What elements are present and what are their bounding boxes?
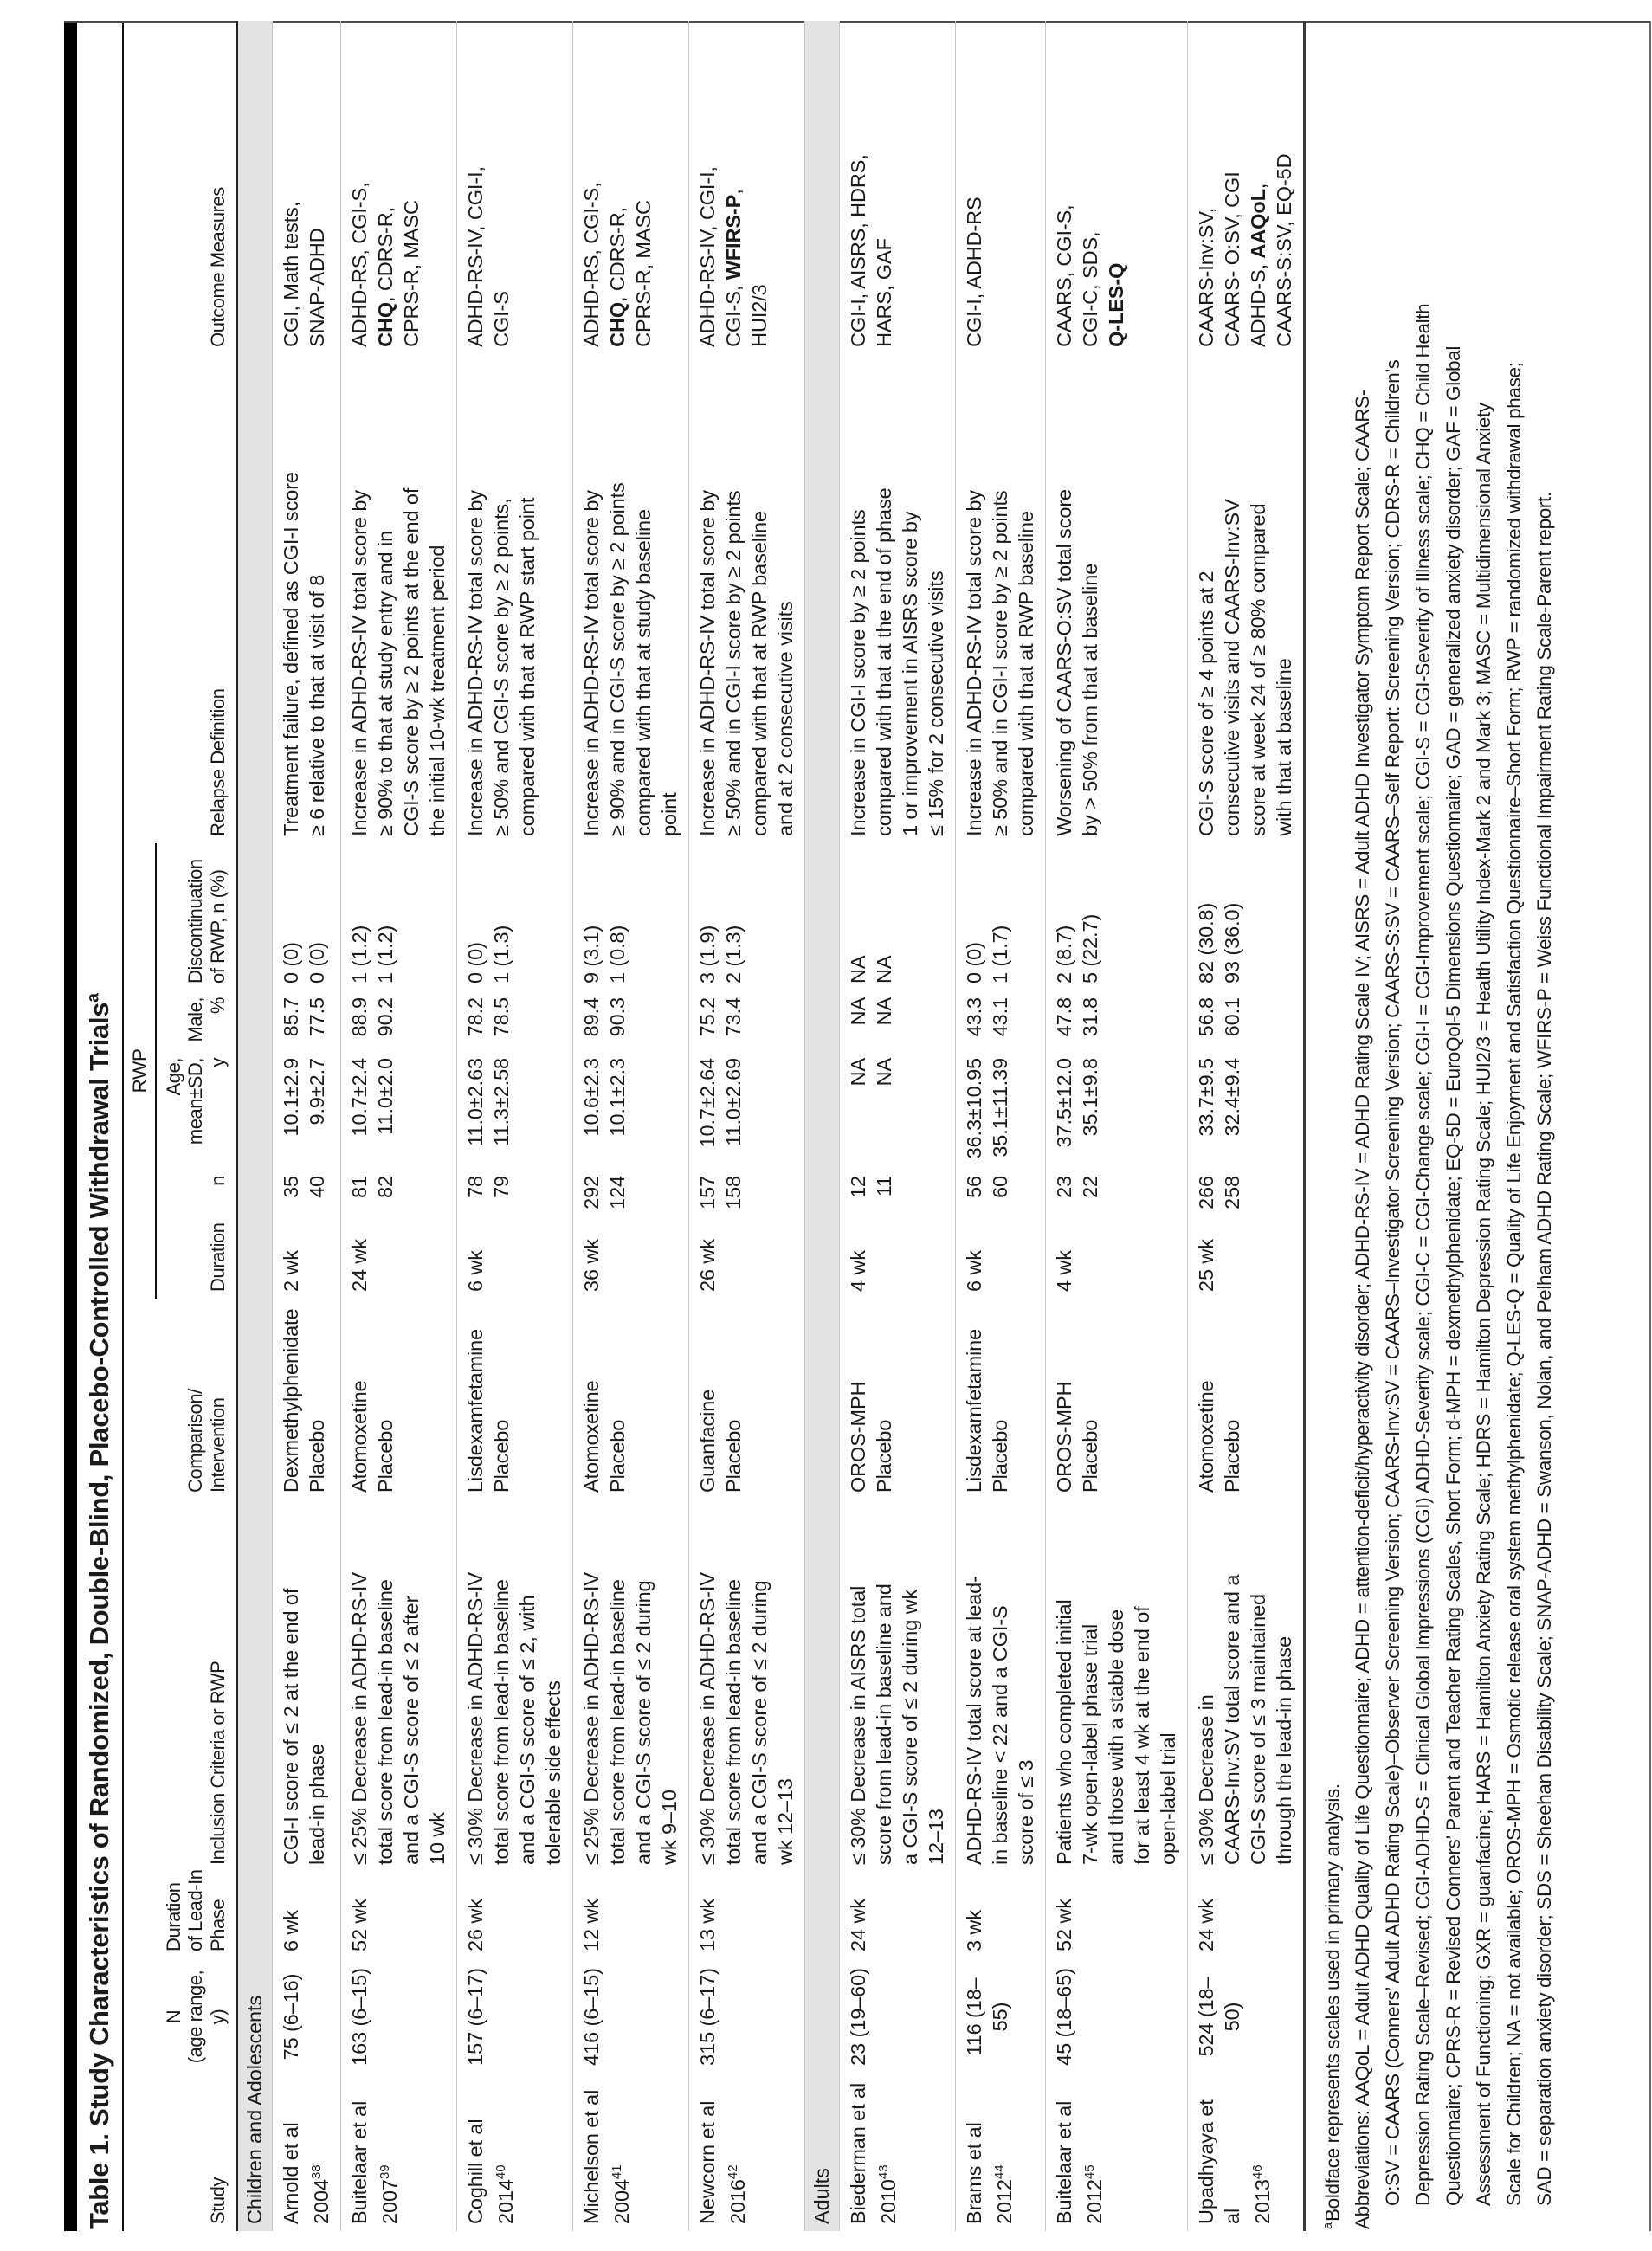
cell-relapse: Treatment failure, defined as CGI-I score ≥ 6 relative to that at visit of 8 [272, 354, 340, 843]
cell-outcome: CGI, Math tests, SNAP-ADHD [272, 21, 340, 354]
section-row-adults [804, 21, 839, 2231]
cell-disc: 0 (0) 1 (1.7) [955, 843, 1045, 990]
cell-n_age: 116 (18–55) [955, 1958, 1045, 2075]
cell-duration: 24 wk [340, 1219, 456, 1299]
cell-age: 10.1±2.9 9.9±2.7 [272, 1051, 340, 1169]
reference-superscript: 41 [609, 2164, 624, 2180]
cell-relapse: Increase in ADHD-RS-IV total score by ≥ 50% and in CGI-I score by ≥ 2 points compared with that at RWP baseline [955, 354, 1045, 843]
cell-outcome: CGI-I, ADHD-RS [955, 21, 1045, 354]
cell-relapse: Increase in ADHD-RS-IV total score by ≥ 50% and CGI-S score by ≥ 2 points, compared with that at RWP start point [456, 354, 572, 843]
cell-male: 78.2 78.5 [456, 990, 572, 1051]
footnote-abbreviation-line: Questionnaire; CPRS-R = Revised Conners’ Parent and Teacher Rating Scales, Short Form; d-MPH = dexmethylphenidate; EQ-5D = EuroQol-5 Dimensions Questionnaire; GAD = generalized anxiety disorder; GAF = Global [1442, 346, 1465, 2206]
rwp-spanner-row [124, 21, 156, 2231]
cell-inclusion: ADHD-RS-IV total score at lead- in baseline < 22 and a CGI-S score of ≤ 3 [955, 1500, 1045, 1872]
cell-inclusion: ≤ 30% Decrease in ADHD-RS-IV total score from lead-in baseline and a CGI-S score of ≤ 2, with tolerable side effects [456, 1500, 572, 1872]
cell-duration: 2 wk [272, 1219, 340, 1299]
cell-lead_in: 6 wk [272, 1872, 340, 1958]
reference-superscript: 44 [991, 2164, 1007, 2180]
column-header-row [156, 21, 237, 2231]
cell-lead_in: 3 wk [955, 1872, 1045, 1958]
cell-male: 47.8 31.8 [1045, 990, 1187, 1051]
cell-male: 89.4 90.3 [572, 990, 688, 1051]
cell-n_age: 524 (18–50) [1187, 1958, 1304, 2075]
cell-study: Buitelaar et al 2007$^{39}$ [340, 2075, 456, 2231]
cell-disc: 82 (30.8) 93 (36.0) [1187, 843, 1304, 990]
cell-relapse: Increase in ADHD-RS-IV total score by ≥ 50% and in CGI-I score by ≥ 2 points compared with that at RWP baseline and at 2 consecutive visits [688, 354, 804, 843]
cell-duration: 4 wk [839, 1219, 955, 1299]
cell-lead_in: 24 wk [1187, 1872, 1304, 1958]
column-header-n_age: N (age range, y) [156, 1958, 237, 2075]
footnote-abbreviation-line: Abbreviations: AAQoL = Adult ADHD Quality of Life Questionnaire; ADHD = attention-deficit/hyperactivity disorder; ADHD-RS-IV = ADHD Rating Scale IV; AISRS = Adult ADHD Investigator Symptom Report Scale; CAARS- [1352, 390, 1374, 2229]
rotated-table-sheet [64, 21, 1651, 2231]
cell-disc: 2 (8.7) 5 (22.7) [1045, 843, 1187, 990]
column-header-male: Male, % [156, 990, 237, 1051]
table-title [77, 23, 124, 2231]
cell-outcome: ADHD-RS-IV, CGI-I, CGI-S [456, 21, 572, 354]
cell-age: NA NA [839, 1051, 955, 1169]
table-title-superscript: a [84, 993, 103, 1003]
cell-inclusion: ≤ 30% Decrease in ADHD-RS-IV total score from lead-in baseline and a CGI-S score of ≤ 2 during wk 12–13 [688, 1500, 804, 1872]
cell-duration: 4 wk [1045, 1219, 1187, 1299]
column-header-comparison: Comparison/ Intervention [156, 1299, 237, 1500]
reference-superscript: 42 [725, 2164, 740, 2180]
cell-n_age: 416 (6–15) [572, 1958, 688, 2075]
cell-comparison: Guanfacine Placebo [688, 1299, 804, 1500]
cell-duration: 6 wk [955, 1219, 1045, 1299]
study-row-brams-et-al-2012 [955, 21, 1045, 2231]
cell-relapse: Increase in CGI-I score by ≥ 2 points compared with that at the end of phase 1 or improvement in AISRS score by ≤ 15% for 2 consecutive visits [839, 354, 955, 843]
cell-inclusion: Patients who completed initial 7-wk open-label phase trial and those with a stable dose for at least 4 wk at the end of open-label trial [1045, 1500, 1187, 1872]
reference-superscript: 45 [1081, 2164, 1097, 2180]
footnote-abbreviation-line: SAD = separation anxiety disorder; SDS = Sheehan Disability Scale; SNAP-ADHD = Swanson, Nolan, and Pelham ADHD Rating Scale; WFIRS-P = Weiss Functional Impairment Rating Scale-Parent report. [1533, 492, 1556, 2206]
rwp-spanner-spacer [124, 21, 156, 843]
column-header-relapse: Relapse Definition [156, 354, 237, 843]
cell-n_age: 75 (6–16) [272, 1958, 340, 2075]
study-row-buitelaar-et-al-2012 [1045, 21, 1187, 2231]
cell-disc: 1 (1.2) 1 (1.2) [340, 843, 456, 990]
cell-lead_in: 52 wk [340, 1872, 456, 1958]
cell-outcome: CAARS-Inv:SV, CAARS- O:SV, CGI ADHD-S, AAQoL, CAARS-S:SV, EQ-5D [1187, 21, 1304, 354]
study-row-buitelaar-et-al-2007 [340, 21, 456, 2231]
cell-n_age: 163 (6–15) [340, 1958, 456, 2075]
cell-male: 88.9 90.2 [340, 990, 456, 1051]
cell-study: Buitelaar et al 2012$^{45}$ [1045, 2075, 1187, 2231]
footnote-abbreviation-line: Scale for Children; NA = not available; OROS-MPH = Osmotic release oral system methylphenidate; Q-LES-Q = Quality of Life Enjoyment and Satisfaction Questionnaire–Short Form; RWP = randomized withdrawal phase; [1503, 362, 1526, 2206]
table-title-text: Table 1. Study Characteristics of Randomized, Double-Blind, Placebo-Controlled Withdrawal Trials [84, 1002, 114, 2229]
cell-age: 33.7±9.5 32.4±9.4 [1187, 1051, 1304, 1169]
cell-n_age: 157 (6–17) [456, 1958, 572, 2075]
primary-analysis-scale: Q-LES-Q [1104, 262, 1127, 347]
footnote-primary-text: Boldface represents scales used in primary analysis. [1321, 1783, 1344, 2222]
cell-duration: 26 wk [688, 1219, 804, 1299]
cell-study: Biederman et al 2010$^{43}$ [839, 2075, 955, 2231]
section-row-children-and-adolescents [237, 21, 273, 2231]
cell-male: 85.7 77.5 [272, 990, 340, 1051]
cell-inclusion: ≤ 30% Decrease in CAARS-Inv:SV total score and a CGI-S score of ≤ 3 maintained through the lead-in phase [1187, 1500, 1304, 1872]
cell-comparison: Dexmethylphenidate Placebo [272, 1299, 340, 1500]
cell-age: 10.7±2.4 11.0±2.0 [340, 1051, 456, 1169]
footnote-abbreviation-line: O:SV = CAARS (Conners’ Adult ADHD Rating Scale)–Observer Screening Version; CAARS-Inv:SV = CAARS–Investigator Screening Version; CAARS-S:SV = CAARS–Self Report: Screening Version; CDRS-R = Children’s [1382, 359, 1404, 2206]
cell-male: 56.8 60.1 [1187, 990, 1304, 1051]
cell-age: 37.5±12.0 35.1±9.8 [1045, 1051, 1187, 1169]
cell-n: 23 22 [1045, 1169, 1187, 1219]
section-label: Adults [804, 21, 839, 2231]
cell-n_age: 45 (18–65) [1045, 1958, 1187, 2075]
cell-age: 10.6±2.3 10.1±2.3 [572, 1051, 688, 1169]
cell-n: 292 124 [572, 1169, 688, 1219]
column-header-age: Age, mean±SD, y [156, 1051, 237, 1169]
footnote-abbreviations [1347, 23, 1559, 2229]
cell-study: Upadhyaya et al 2013$^{46}$ [1187, 2075, 1304, 2231]
reference-superscript: 38 [308, 2164, 324, 2180]
primary-analysis-scale: CHQ [373, 302, 397, 347]
footnote-abbreviation-line: Assessment of Functioning; GXR = guanfacine; HARS = Hamilton Anxiety Rating Scale; HDRS = Hamilton Depression Rating Scale; HUI2/3 = Health Utility Index-Mark 2 and Mark 3; MASC = Multidimensional Anxiety [1473, 403, 1495, 2206]
cell-comparison: Lisdexamfetamine Placebo [955, 1299, 1045, 1500]
cell-male: 75.2 73.4 [688, 990, 804, 1051]
reference-superscript: 40 [493, 2164, 508, 2180]
study-row-coghill-et-al-2014 [456, 21, 572, 2231]
study-row-upadhyaya-et-al-2013 [1187, 21, 1304, 2231]
cell-disc: 0 (0) 1 (1.3) [456, 843, 572, 990]
study-row-michelson-et-al-2004 [572, 21, 688, 2231]
cell-n: 266 258 [1187, 1169, 1304, 1219]
cell-study: Brams et al 2012$^{44}$ [955, 2075, 1045, 2231]
reference-superscript: 39 [377, 2164, 392, 2180]
cell-outcome: ADHD-RS, CGI-S, CHQ, CDRS-R, CPRS-R, MASC [572, 21, 688, 354]
cell-duration: 6 wk [456, 1219, 572, 1299]
reference-superscript: 46 [1249, 2164, 1265, 2180]
cell-n: 35 40 [272, 1169, 340, 1219]
cell-inclusion: ≤ 30% Decrease in AISRS total score from lead-in baseline and a CGI-S score of ≤ 2 during wk 12–13 [839, 1500, 955, 1872]
cell-inclusion: CGI-I score of ≤ 2 at the end of lead-in phase [272, 1500, 340, 1872]
column-header-inclusion: Inclusion Criteria or RWP [156, 1500, 237, 1872]
cell-relapse: CGI-S score of ≥ 4 points at 2 consecutive visits and CAARS-Inv:SV score at week 24 of ≥ 80% compared with that at baseline [1187, 354, 1304, 843]
primary-analysis-scale: AAQoL [1246, 189, 1269, 259]
cell-n: 12 11 [839, 1169, 955, 1219]
cell-disc: NA NA [839, 843, 955, 990]
column-header-outcome: Outcome Measures [156, 21, 237, 354]
primary-analysis-scale: WFIRS-P [721, 194, 745, 281]
cell-age: 36.3±10.95 35.1±11.39 [955, 1051, 1045, 1169]
study-characteristics-table [124, 21, 1306, 2231]
column-header-study: Study [156, 2075, 237, 2231]
column-header-disc: Discontinuation of RWP, n (%) [156, 843, 237, 990]
cell-lead_in: 52 wk [1045, 1872, 1187, 1958]
cell-n: 78 79 [456, 1169, 572, 1219]
cell-n_age: 315 (6–17) [688, 1958, 804, 2075]
cell-n_age: 23 (19–60) [839, 1958, 955, 2075]
cell-study: Coghill et al 2014$^{40}$ [456, 2075, 572, 2231]
cell-lead_in: 12 wk [572, 1872, 688, 1958]
cell-n: 56 60 [955, 1169, 1045, 1219]
cell-age: 10.7±2.64 11.0±2.69 [688, 1051, 804, 1169]
cell-n: 81 82 [340, 1169, 456, 1219]
study-row-biederman-et-al-2010 [839, 21, 955, 2231]
cell-inclusion: ≤ 25% Decrease in ADHD-RS-IV total score from lead-in baseline and a CGI-S score of ≤ 2 after 10 wk [340, 1500, 456, 1872]
cell-outcome: CGI-I, AISRS, HDRS, HARS, GAF [839, 21, 955, 354]
cell-study: Newcorn et al 2016$^{42}$ [688, 2075, 804, 2231]
cell-outcome: ADHD-RS, CGI-S, CHQ, CDRS-R, CPRS-R, MASC [340, 21, 456, 354]
cell-comparison: Lisdexamfetamine Placebo [456, 1299, 572, 1500]
cell-study: Arnold et al 2004$^{38}$ [272, 2075, 340, 2231]
reference-superscript: 43 [875, 2164, 891, 2180]
section-label: Children and Adolescents [237, 21, 273, 2231]
cell-lead_in: 13 wk [688, 1872, 804, 1958]
cell-outcome: ADHD-RS-IV, CGI-I, CGI-S, WFIRS-P, HUI2/3 [688, 21, 804, 354]
footnote-marker: a [1320, 2222, 1335, 2229]
cell-relapse: Worsening of CAARS-O:SV total score by > 50% from that at baseline [1045, 354, 1187, 843]
cell-age: 11.0±2.63 11.3±2.58 [456, 1051, 572, 1169]
cell-comparison: Atomoxetine Placebo [340, 1299, 456, 1500]
rwp-spanner-label: RWP [124, 843, 156, 1299]
footnotes [1306, 23, 1560, 2231]
study-row-arnold-et-al-2004 [272, 21, 340, 2231]
cell-study: Michelson et al 2004$^{41}$ [572, 2075, 688, 2231]
column-header-lead_in: Duration of Lead-In Phase [156, 1872, 237, 1958]
cell-lead_in: 24 wk [839, 1872, 955, 1958]
cell-duration: 36 wk [572, 1219, 688, 1299]
cell-relapse: Increase in ADHD-RS-IV total score by ≥ 90% to that at study entry and in CGI-S score by ≥ 2 points at the end of the initial 10-wk treatment period [340, 354, 456, 843]
table-top-rule [64, 23, 77, 2231]
column-header-duration: Duration [156, 1219, 237, 1299]
primary-analysis-scale: CHQ [605, 302, 629, 347]
cell-comparison: OROS-MPH Placebo [839, 1299, 955, 1500]
cell-disc: 9 (3.1) 1 (0.8) [572, 843, 688, 990]
study-row-newcorn-et-al-2016 [688, 21, 804, 2231]
cell-duration: 25 wk [1187, 1219, 1304, 1299]
cell-n: 157 158 [688, 1169, 804, 1219]
cell-male: NA NA [839, 990, 955, 1051]
footnote-abbreviation-line: Depression Rating Scale–Revised; CGI-ADHD-S = Clinical Global Impressions (CGI) ADHD-Severity scale; CGI-C = CGI-Change scale; CGI-I = CGI-Improvement scale; CGI-S = CGI-Severity of Illness scale; CHQ = Child Health [1412, 303, 1435, 2206]
cell-disc: 3 (1.9) 2 (1.3) [688, 843, 804, 990]
footnote-primary [1313, 23, 1348, 2229]
cell-comparison: OROS-MPH Placebo [1045, 1299, 1187, 1500]
cell-male: 43.3 43.1 [955, 990, 1045, 1051]
cell-disc: 0 (0) 0 (0) [272, 843, 340, 990]
cell-outcome: CAARS, CGI-S, CGI-C, SDS, Q-LES-Q [1045, 21, 1187, 354]
cell-lead_in: 26 wk [456, 1872, 572, 1958]
cell-inclusion: ≤ 25% Decrease in ADHD-RS-IV total score from lead-in baseline and a CGI-S score of ≤ 2 during wk 9–10 [572, 1500, 688, 1872]
cell-comparison: Atomoxetine Placebo [572, 1299, 688, 1500]
cell-comparison: Atomoxetine Placebo [1187, 1299, 1304, 1500]
cell-relapse: Increase in ADHD-RS-IV total score by ≥ 90% and in CGI-S score by ≥ 2 points compared with that at study baseline point [572, 354, 688, 843]
rwp-spanner-spacer [124, 1299, 156, 2231]
column-header-n: n [156, 1169, 237, 1219]
